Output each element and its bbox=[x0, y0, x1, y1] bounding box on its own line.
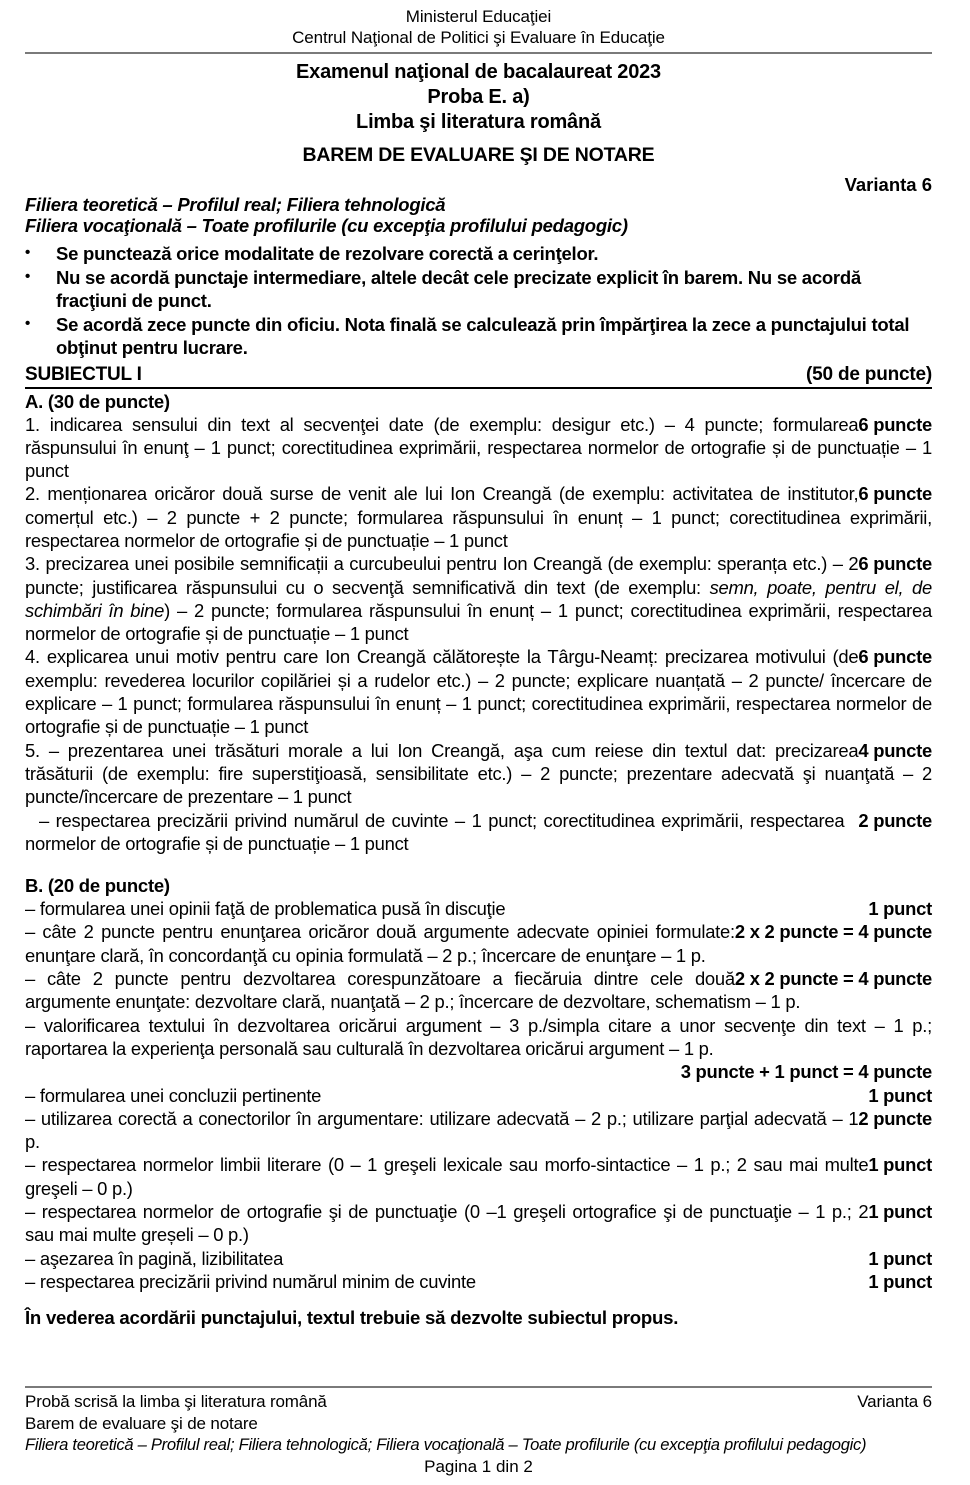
item-text: – aşezarea în pagină, lizibilitatea bbox=[25, 1247, 284, 1269]
list-item: • Se acordă zece puncte din oficiu. Nota finală se calculează prin împărţirea la zece a punctajului total obţinut pentru lucrare. bbox=[25, 313, 932, 360]
barem-item bbox=[25, 482, 932, 552]
item-points: 1 punct bbox=[868, 1084, 932, 1106]
item-text: – câte 2 puncte pentru dezvoltarea corespunzătoare a fiecăruia dintre cele două argumente enunţate: dezvoltare clară, nuanţată – 2 p.; încercare de dezvoltare, schematism – 1 p. bbox=[25, 968, 801, 1013]
barem-item bbox=[25, 920, 932, 967]
footer-filiera: Filiera teoretică – Profilul real; Filiera tehnologică; Filiera vocaţională – Toate profilurile (cu excepţia profilului pedagogic) bbox=[25, 1435, 867, 1454]
item-points: 2 x 2 puncte = 4 puncte bbox=[734, 921, 932, 943]
section-spacer bbox=[25, 1293, 932, 1306]
barem-item bbox=[25, 1247, 932, 1270]
ministry-line: Ministerul Educaţiei bbox=[405, 7, 552, 26]
subject-title: Limba şi literatura română bbox=[356, 111, 601, 133]
barem-item bbox=[25, 413, 932, 483]
part-b-label: B. (20 de puncte) bbox=[25, 875, 170, 897]
filiera-line-1: Filiera teoretică – Profilul real; Filiera tehnologică bbox=[25, 194, 446, 215]
barem-item bbox=[25, 1107, 932, 1154]
barem-title: BAREM DE EVALUARE ŞI DE NOTARE bbox=[302, 144, 655, 166]
item-points: 3 puncte + 1 punct = 4 puncte bbox=[680, 1061, 932, 1083]
item-points: 6 puncte bbox=[858, 646, 932, 668]
item-points: 2 puncte bbox=[858, 1107, 932, 1129]
item-points: 2 puncte bbox=[858, 809, 932, 831]
barem-item bbox=[25, 645, 932, 738]
item-text: – utilizarea corectă a conectorilor în argumentare: utilizare adecvată – 2 p.; utilizare parţial adecvată – 1 p. bbox=[25, 1107, 859, 1153]
footer-barem-label: Barem de evaluare şi de notare bbox=[25, 1413, 258, 1433]
footer-top-row bbox=[25, 1391, 932, 1413]
item-text: – formularea unei opinii faţă de problematica pusă în discuţie bbox=[25, 898, 506, 920]
section-spacer bbox=[25, 855, 932, 874]
item-points: 2 x 2 puncte = 4 puncte bbox=[734, 968, 932, 990]
item-text: – respectarea precizării privind numărul minim de cuvinte bbox=[25, 1270, 476, 1292]
closing-note: În vederea acordării punctajului, textul trebuie să dezvolte subiectul propus. bbox=[25, 1307, 679, 1329]
item-text-quote: semn, poate, pentru el, de schimbări în bine bbox=[25, 576, 932, 621]
item-points: 1 punct bbox=[868, 1270, 932, 1292]
exam-title: Examenul naţional de bacalaureat 2023 bbox=[296, 61, 661, 83]
barem-item bbox=[25, 967, 932, 1014]
header-divider bbox=[25, 52, 932, 54]
footer-varianta: Varianta 6 bbox=[857, 1392, 932, 1411]
part-a-label: A. (30 de puncte) bbox=[25, 390, 170, 412]
item-text-part-1: 3. precizarea unei posibile semnificații a curcubeului pentru Ion Creangă (de exemplu: speranța etc.) – 2 puncte; justificarea răspunsului cu o secvenţă semnificativă din text (de exemplu: bbox=[25, 553, 859, 598]
item-text: – respectarea precizării privind numărul de cuvinte – 1 punct; corectitudinea exprimării, respectarea normelor de ortografie și de punctuație – 1 punct bbox=[25, 809, 845, 854]
barem-item bbox=[25, 1200, 932, 1247]
barem-item bbox=[25, 1084, 932, 1107]
varianta-label: Varianta 6 bbox=[844, 174, 932, 195]
subject-i-points: (50 de puncte) bbox=[806, 363, 932, 385]
item-points: 1 punct bbox=[868, 898, 932, 920]
item-text: – formularea unei concluzii pertinente bbox=[25, 1084, 322, 1106]
barem-item bbox=[25, 897, 932, 920]
item-text: – respectarea normelor limbii literare (0 – 1 greşeli lexicale sau morfo-sintactice – 1 p.; 2 sau mai multe greşeli – 0 p.) bbox=[25, 1154, 869, 1199]
item-text: 2. menționarea oricăror două surse de venit ale lui Ion Creangă (de exemplu: activitatea de institutor, comerțul etc.) – 2 puncte + 2 puncte; formularea răspunsului în enunț – 1 punct; corectitudinea exprimării, respectarea normelor de ortografie și de punctuație – 1 punct bbox=[25, 483, 932, 551]
item-points: 6 puncte bbox=[858, 483, 932, 505]
document-footer bbox=[25, 1386, 932, 1477]
list-item: • Se punctează orice modalitate de rezolvare corectă a cerinţelor. bbox=[25, 242, 932, 266]
filiera-line-2: Filiera vocaţională – Toate profilurile (cu excepţia profilului pedagogic) bbox=[25, 214, 628, 236]
subject-i-heading bbox=[25, 363, 932, 389]
footer-page-number: Pagina 1 din 2 bbox=[424, 1456, 533, 1476]
item-text: – câte 2 puncte pentru enunţarea oricăror două argumente adecvate opiniei formulate: enunţare clară, în concordanţă cu opinia formulată – 2 p.; încercare de enunţare – 1 p. bbox=[25, 921, 735, 966]
item-text: – valorificarea textului în dezvoltarea oricărui argument – 3 p./simpla citare a unor secvenţe din text – 1 p.; raportarea la experienţa personală sau culturală în dezvoltarea oricărui argument – 1 p. bbox=[25, 1014, 932, 1059]
item-points: 4 puncte bbox=[858, 739, 932, 761]
barem-item bbox=[25, 1153, 932, 1200]
general-rules-list bbox=[25, 242, 932, 360]
item-points: 6 puncte bbox=[858, 413, 932, 435]
item-text: 1. indicarea sensului din text al secvenţei date (de exemplu: desigur etc.) – 4 puncte; formularea răspunsului în enunţ – 1 punct; corectitudinea exprimării, respectarea normelor de ortografie și de punctuație – 1 punct bbox=[25, 413, 932, 482]
footer-divider bbox=[25, 1386, 932, 1388]
barem-item bbox=[25, 739, 932, 809]
item-text-part-2: ) – 2 puncte; formularea răspunsului în enunț – 1 punct; corectitudinea exprimării, respectarea normelor de ortografie și de punctuație – 1 punct bbox=[25, 599, 932, 645]
subject-i-label: SUBIECTUL I bbox=[25, 363, 142, 385]
item-points: 1 punct bbox=[868, 1154, 932, 1176]
footer-exam-label: Probă scrisă la limba şi literatura română bbox=[25, 1392, 327, 1411]
item-points: 1 punct bbox=[868, 1201, 932, 1222]
document-header bbox=[25, 0, 932, 237]
center-line: Centrul Naţional de Politici şi Evaluare în Educaţie bbox=[292, 28, 665, 47]
barem-item bbox=[25, 1014, 932, 1061]
proba-title: Proba E. a) bbox=[427, 86, 530, 108]
barem-item bbox=[25, 552, 932, 645]
item-points: 6 puncte bbox=[858, 553, 932, 575]
barem-item bbox=[25, 809, 932, 856]
list-item: • Nu se acordă punctaje intermediare, altele decât cele precizate explicit în barem. Nu se acordă fracţiuni de punct. bbox=[25, 266, 932, 313]
item-text: – respectarea normelor de ortografie şi de punctuaţie (0 –1 greşeli ortografice şi de punctuaţie – 1 p.; 2 sau mai multe greșeli – 0 p.) bbox=[25, 1201, 869, 1246]
barem-item bbox=[25, 1270, 932, 1293]
item-text: 4. explicarea unui motiv pentru care Ion Creangă călătorește la Târgu-Neamț: precizarea motivului (de exemplu: revederea locurilor copilăriei și a rudelor etc.) – 2 puncte; explicare nuanțată – 2 puncte/ încercare de explicare – 1 punct; formularea răspunsului în enunț – 1 punct; corectitudinea exprimării, respectarea normelor de ortografie și de punctuație – 1 punct bbox=[25, 646, 932, 738]
item-points: 1 punct bbox=[868, 1247, 932, 1269]
item-text: 5. – prezentarea unei trăsături morale a lui Ion Creangă, aşa cum reiese din textul dat: precizarea trăsăturii (de exemplu: fire superstiţioasă, sensibilitate etc.) – 2 puncte; prezentare adecvată şi nuanţată – 2 puncte/încercare de prezentare – 1 punct bbox=[25, 739, 932, 808]
